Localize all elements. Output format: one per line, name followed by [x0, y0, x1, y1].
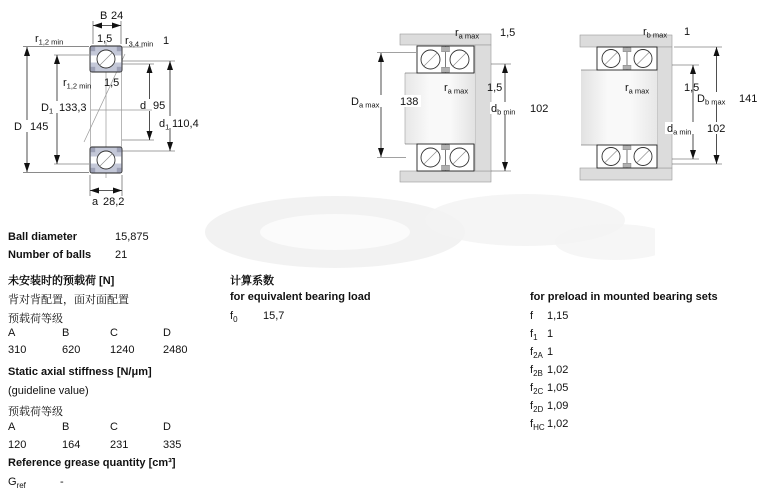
factor-symbol: $f_{2D}$ [530, 400, 544, 415]
factor-value: 1,02 [547, 364, 569, 376]
figure-mounted-pair-housing [348, 22, 554, 192]
bearing-row-bottom [597, 145, 657, 168]
f0-row [230, 310, 450, 328]
factor-row [530, 382, 755, 400]
dim-ra-mid-value: 1,5 [487, 82, 503, 94]
bearing-row-bottom [417, 144, 474, 171]
stiffness-class-label: 预载荷等级 [8, 406, 63, 418]
stiffness-header-b: B [62, 421, 70, 433]
preload-header-b: B [62, 327, 70, 339]
spec-column-left [8, 231, 224, 494]
preload-title: 未安装时的预载荷 [N] [8, 275, 115, 287]
dim-r34-value: 1 [163, 35, 170, 47]
dim-db-value: 102 [530, 103, 549, 115]
factors-title: 计算系数 [230, 275, 274, 287]
stiffness-value-a: 120 [8, 439, 27, 451]
dim-r12-mid-label: $r_{1,2 min}$ [63, 77, 92, 91]
dim-r34-label: $r_{3,4 min}$ [125, 35, 154, 49]
dim-D-label: D [14, 121, 22, 133]
dim-ra-mid-label: $r_{a max}$ [625, 82, 650, 96]
bearing-row-top [417, 46, 474, 73]
stiffness-subtitle: (guideline value) [8, 385, 89, 397]
bearing-row-top [597, 47, 657, 70]
grease-value: - [60, 476, 64, 488]
factor-row [530, 364, 755, 382]
grease-row [8, 476, 224, 494]
stiffness-title: Static axial stiffness [N/μm] [8, 366, 152, 378]
factor-value: 1,15 [547, 310, 569, 322]
shaft [581, 70, 657, 145]
factor-value: 1 [547, 346, 554, 358]
dim-r12-mid-value: 1,5 [104, 77, 120, 89]
dim-ra-top-value: 1,5 [500, 27, 516, 39]
factor-symbol: $f_{2A}$ [530, 346, 543, 361]
stiffness-value-row [8, 439, 224, 457]
dim-ra-mid-value: 1,5 [684, 82, 700, 94]
stiffness-header-c: C [110, 421, 118, 433]
factor-value: 1,09 [547, 400, 569, 412]
dim-Db-value: 141 [739, 93, 758, 105]
factor-symbol: $f_1$ [530, 328, 538, 343]
preload-value-b: 620 [62, 344, 81, 356]
dim-ra-top-label: $r_{a max}$ [455, 27, 480, 41]
factor-value: 1,05 [547, 382, 569, 394]
preload-class-label: 预载荷等级 [8, 313, 63, 325]
preload-header-row [8, 327, 224, 344]
ball-diameter-row [8, 231, 224, 249]
preload-subtitle: 背对背配置，面对面配置 [8, 294, 129, 306]
watermark [195, 182, 655, 274]
factor-value: 1,02 [547, 418, 569, 430]
grease-title: Reference grease quantity [cm³] [8, 457, 176, 469]
equivalent-load-title: for equivalent bearing load [230, 291, 371, 303]
factors-column-right [530, 291, 755, 436]
dim-r12-top-label: $r_{1,2 min}$ [35, 33, 64, 47]
factor-row [530, 400, 755, 418]
stiffness-header-row [8, 421, 224, 439]
preload-factors-title: for preload in mounted bearing sets [530, 291, 718, 303]
stiffness-value-b: 164 [62, 439, 81, 451]
factor-row [530, 346, 755, 364]
number-of-balls-value: 21 [115, 249, 128, 261]
bearing-section-lower [90, 147, 122, 173]
dim-D1-value: 133,3 [59, 102, 87, 114]
preload-header-d: D [163, 327, 171, 339]
dim-d-value: 95 [153, 100, 166, 112]
dim-d1-value: 110,4 [172, 118, 199, 130]
dim-D-value: 145 [30, 121, 49, 133]
preload-value-d: 2480 [163, 344, 188, 356]
dim-da-value: 102 [707, 123, 726, 135]
bearing-section-upper [90, 46, 122, 72]
dim-da-label: $d_{a min}$ [667, 123, 692, 137]
dim-rb-top-value: 1 [684, 26, 691, 38]
factor-symbol: $f_{2C}$ [530, 382, 544, 397]
factor-value: 1 [547, 328, 554, 340]
dim-db-label: $d_{b min}$ [491, 103, 516, 117]
dim-a-label: a [92, 196, 99, 208]
f0-value: 15,7 [263, 310, 285, 322]
dim-ra-mid-label: $r_{a max}$ [444, 82, 469, 96]
factor-row [530, 328, 755, 346]
dimension-labels [14, 10, 199, 208]
preload-header-c: C [110, 327, 118, 339]
ball-diameter-label: Ball diameter [8, 231, 78, 243]
preload-header-a: A [8, 327, 16, 339]
factors-column-middle [230, 272, 450, 328]
preload-value-a: 310 [8, 344, 27, 356]
dim-d-label: d [140, 100, 147, 112]
dim-B-label: B [100, 10, 108, 22]
dim-D1-label: $D_1$ [41, 102, 54, 116]
dim-B-value: 24 [111, 10, 124, 22]
factor-row [530, 310, 755, 328]
number-of-balls-label: Number of balls [8, 249, 92, 261]
figure-mounted-pair-shaft [558, 20, 764, 192]
dim-Db-label: $D_{b max}$ [697, 93, 726, 107]
grease-symbol: $G_{ref}$ [8, 476, 26, 491]
shaft [405, 73, 475, 144]
number-of-balls-row [8, 249, 224, 267]
dim-a-value: 28,2 [103, 196, 125, 208]
stiffness-header-d: D [163, 421, 171, 433]
stiffness-header-a: A [8, 421, 16, 433]
factor-symbol: f [530, 310, 534, 322]
factor-symbol: $f_{HC}$ [530, 418, 545, 433]
dim-rb-top-label: $r_{b max}$ [643, 26, 668, 40]
preload-value-row [8, 344, 224, 362]
stiffness-value-d: 335 [163, 439, 182, 451]
dim-Da-value: 138 [400, 96, 419, 108]
dim-r12-top-value: 1,5 [97, 33, 113, 45]
stiffness-value-c: 231 [110, 439, 129, 451]
figure-bearing-cross-section [0, 0, 210, 222]
factor-row [530, 418, 755, 436]
dim-d1-label: $d_1$ [159, 118, 170, 132]
dim-Da-label: $D_{a max}$ [351, 96, 380, 110]
factor-symbol: $f_{2B}$ [530, 364, 543, 379]
f0-symbol: $f_0$ [230, 310, 238, 325]
ball-diameter-value: 15,875 [115, 231, 149, 243]
preload-value-c: 1240 [110, 344, 135, 356]
